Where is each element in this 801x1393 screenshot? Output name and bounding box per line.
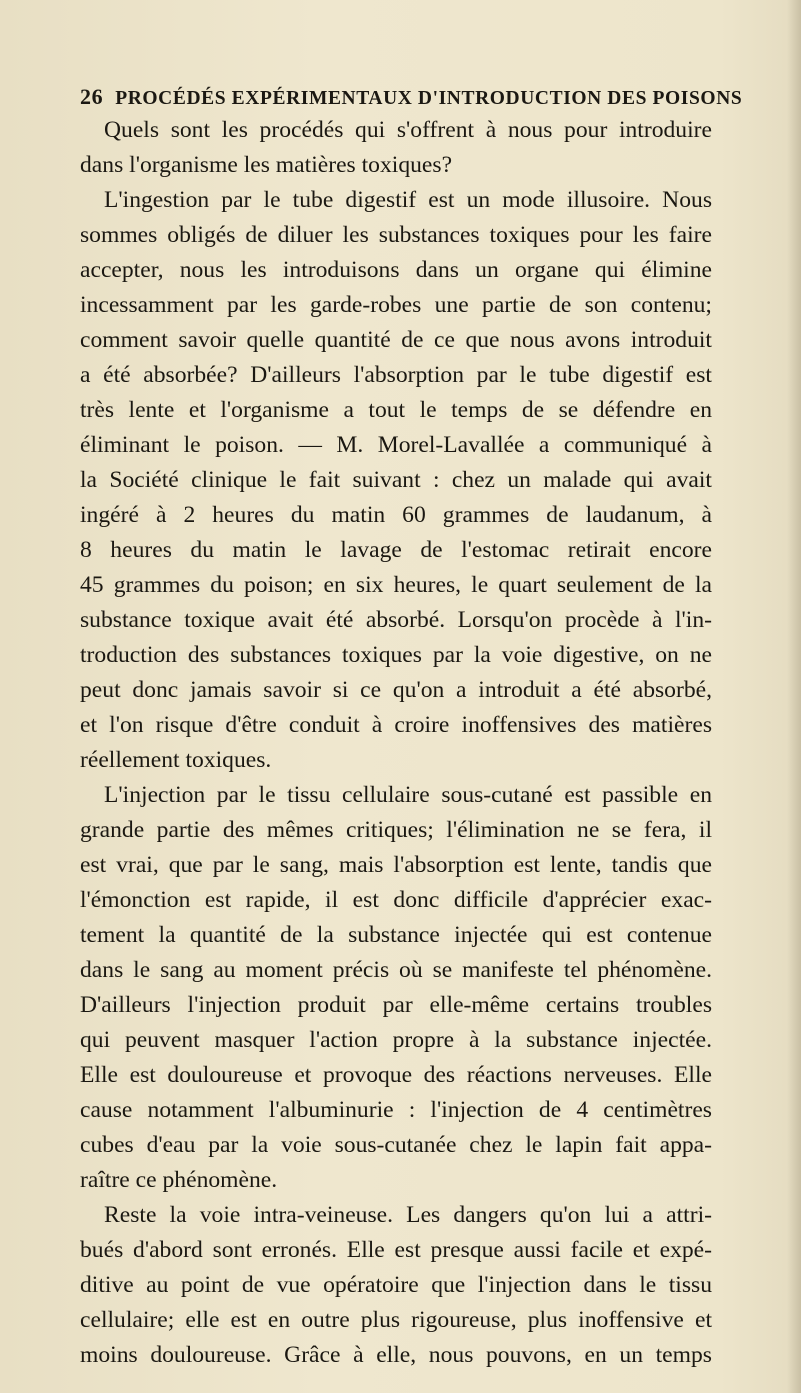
text-line: a été absorbée? D'ailleurs l'absorption par le tube digestif est xyxy=(80,362,712,388)
text-line: L'injection par le tissu cellulaire sous-cutané est passible en xyxy=(104,782,712,808)
text-line: est vrai, que par le sang, mais l'absorption est lente, tandis que xyxy=(80,852,712,878)
text-line: comment savoir quelle quantité de ce que nous avons introduit xyxy=(80,327,712,353)
text-line: Reste la voie intra-veineuse. Les dangers qu'on lui a attri- xyxy=(104,1202,712,1228)
text-line: et l'on risque d'être conduit à croire inoffensives des matières xyxy=(80,712,712,738)
paragraph xyxy=(80,1198,712,1373)
text-line: troduction des substances toxiques par la voie digestive, on ne xyxy=(80,642,712,668)
running-header xyxy=(80,84,743,110)
paragraph xyxy=(80,183,712,778)
page-edge-shadow xyxy=(787,0,801,1393)
text-line: Quels sont les procédés qui s'offrent à nous pour introduire xyxy=(104,117,712,143)
body-text xyxy=(80,113,712,1373)
text-line: raître ce phénomène. xyxy=(80,1167,278,1193)
text-line: l'émonction est rapide, il est donc difficile d'apprécier exac- xyxy=(80,887,712,913)
running-title: PROCÉDÉS EXPÉRIMENTAUX D'INTRODUCTION DES POISONS xyxy=(115,88,743,109)
text-line: incessamment par les garde-robes une partie de son contenu; xyxy=(80,292,712,318)
text-line: substance toxique avait été absorbé. Lorsqu'on procède à l'in- xyxy=(80,607,712,633)
page-number: 26 xyxy=(80,84,104,109)
text-line: cubes d'eau par la voie sous-cutanée chez le lapin fait appa- xyxy=(80,1132,712,1158)
text-line: dans l'organisme les matières toxiques? xyxy=(80,152,453,178)
text-line: cause notamment l'albuminurie : l'injection de 4 centimètres xyxy=(80,1097,712,1123)
text-line: éliminant le poison. — M. Morel-Lavallée a communiqué à xyxy=(80,432,712,458)
text-line: très lente et l'organisme a tout le temps de se défendre en xyxy=(80,397,712,423)
text-line: 8 heures du matin le lavage de l'estomac retirait encore xyxy=(80,537,712,563)
text-line: peut donc jamais savoir si ce qu'on a introduit a été absorbé, xyxy=(80,677,712,703)
text-line: ingéré à 2 heures du matin 60 grammes de laudanum, à xyxy=(80,502,712,528)
text-line: Elle est douloureuse et provoque des réactions nerveuses. Elle xyxy=(80,1062,712,1088)
text-line: 45 grammes du poison; en six heures, le quart seulement de la xyxy=(80,572,712,598)
text-line: cellulaire; elle est en outre plus rigoureuse, plus inoffensive et xyxy=(80,1307,712,1333)
text-line: bués d'abord sont erronés. Elle est presque aussi facile et expé- xyxy=(80,1237,712,1263)
text-line: réellement toxiques. xyxy=(80,747,272,773)
text-line: ditive au point de vue opératoire que l'injection dans le tissu xyxy=(80,1272,712,1298)
paragraph xyxy=(80,113,712,183)
text-line: D'ailleurs l'injection produit par elle-même certains troubles xyxy=(80,992,712,1018)
text-line: L'ingestion par le tube digestif est un mode illusoire. Nous xyxy=(104,187,712,213)
paragraph xyxy=(80,778,712,1198)
text-line: sommes obligés de diluer les substances toxiques pour les faire xyxy=(80,222,712,248)
text-line: dans le sang au moment précis où se manifeste tel phénomène. xyxy=(80,957,712,983)
text-line: qui peuvent masquer l'action propre à la substance injectée. xyxy=(80,1027,712,1053)
text-line: moins douloureuse. Grâce à elle, nous pouvons, en un temps xyxy=(80,1342,712,1368)
text-line: grande partie des mêmes critiques; l'élimination ne se fera, il xyxy=(80,817,712,843)
text-line: accepter, nous les introduisons dans un organe qui élimine xyxy=(80,257,712,283)
text-line: la Société clinique le fait suivant : chez un malade qui avait xyxy=(80,467,712,493)
text-line: tement la quantité de la substance injectée qui est contenue xyxy=(80,922,712,948)
